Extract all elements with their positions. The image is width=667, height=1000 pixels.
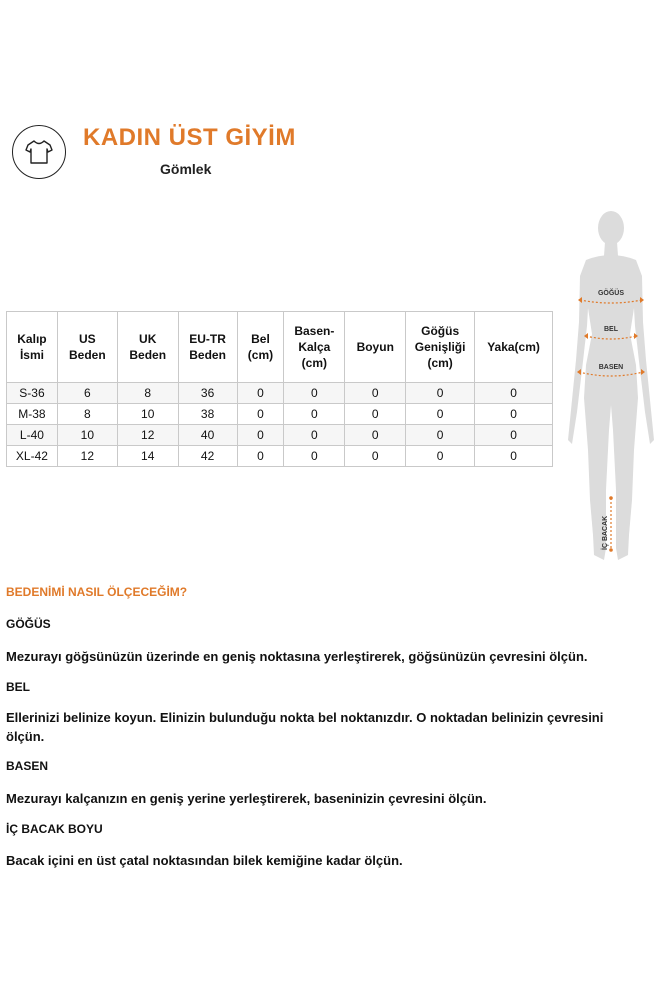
table-row [7, 404, 553, 425]
guide-heading-inseam: İÇ BACAK BOYU [6, 822, 103, 836]
table-cell: XL-42 [7, 446, 58, 467]
table-cell: 6 [57, 383, 117, 404]
table-row [7, 446, 553, 467]
table-cell: 0 [406, 425, 475, 446]
col-header: Bel (cm) [237, 312, 284, 383]
size-table [6, 311, 553, 467]
col-header: Kalıp İsmi [7, 312, 58, 383]
col-header: US Beden [57, 312, 117, 383]
col-header: Yaka(cm) [475, 312, 553, 383]
waist-label: BEL [604, 326, 618, 333]
table-cell: 0 [475, 404, 553, 425]
col-header: Basen-Kalça (cm) [284, 312, 345, 383]
hip-label: BASEN [598, 364, 624, 371]
table-cell: M-38 [7, 404, 58, 425]
guide-heading-chest: GÖĞÜS [6, 617, 51, 631]
guide-text-hip: Mezurayı kalçanızın en geniş yerine yerleştirerek, baseninizin çevresini ölçün. [6, 791, 487, 806]
table-cell: S-36 [7, 383, 58, 404]
table-cell: 0 [406, 446, 475, 467]
table-cell: 0 [237, 425, 284, 446]
page-subtitle: Gömlek [160, 161, 212, 177]
table-cell: 36 [178, 383, 237, 404]
tshirt-icon [24, 139, 54, 165]
chest-label: GÖĞÜS [597, 290, 625, 297]
table-cell: 8 [117, 383, 178, 404]
table-cell: 0 [237, 446, 284, 467]
table-row [7, 425, 553, 446]
table-cell: 42 [178, 446, 237, 467]
table-cell: 0 [406, 383, 475, 404]
table-cell: 0 [345, 425, 406, 446]
table-cell: 10 [117, 404, 178, 425]
page-title: KADIN ÜST GİYİM [83, 124, 296, 151]
tshirt-icon-badge [12, 125, 66, 179]
table-cell: 0 [284, 404, 345, 425]
guide-text-inseam: Bacak içini en üst çatal noktasından bilek kemiğine kadar ölçün. [6, 853, 403, 868]
table-header-row [7, 312, 553, 383]
table-cell: 0 [406, 404, 475, 425]
table-cell: 0 [475, 446, 553, 467]
col-header: EU-TR Beden [178, 312, 237, 383]
table-cell: 0 [475, 383, 553, 404]
guide-heading-waist: BEL [6, 680, 30, 694]
table-cell: 0 [237, 404, 284, 425]
table-cell: 38 [178, 404, 237, 425]
guide-text-waist: Ellerinizi belinize koyun. Elinizin bulunduğu nokta bel noktanızdır. O noktadan belinizin çevresini ölçün. [6, 710, 604, 744]
guide-heading-hip: BASEN [6, 759, 49, 773]
table-cell: 0 [284, 446, 345, 467]
table-cell: L-40 [7, 425, 58, 446]
table-cell: 0 [345, 446, 406, 467]
col-header: UK Beden [117, 312, 178, 383]
body-measurement-figure [556, 200, 664, 572]
guide-title: BEDENİMİ NASIL ÖLÇECEĞİM? [6, 585, 188, 599]
guide-text-chest: Mezurayı göğsünüzün üzerinde en geniş noktasına yerleştirerek, göğsünüzün çevresini ölçün. [6, 649, 588, 664]
table-cell: 0 [345, 383, 406, 404]
col-header: Boyun [345, 312, 406, 383]
inseam-label: İÇ BACAK [602, 515, 609, 550]
table-cell: 0 [345, 404, 406, 425]
table-cell: 14 [117, 446, 178, 467]
table-cell: 40 [178, 425, 237, 446]
table-cell: 0 [237, 383, 284, 404]
table-cell: 0 [284, 425, 345, 446]
table-row [7, 383, 553, 404]
col-header: Göğüs Genişliği (cm) [406, 312, 475, 383]
table-cell: 0 [475, 425, 553, 446]
table-cell: 12 [57, 446, 117, 467]
table-cell: 12 [117, 425, 178, 446]
table-cell: 10 [57, 425, 117, 446]
table-cell: 8 [57, 404, 117, 425]
table-cell: 0 [284, 383, 345, 404]
